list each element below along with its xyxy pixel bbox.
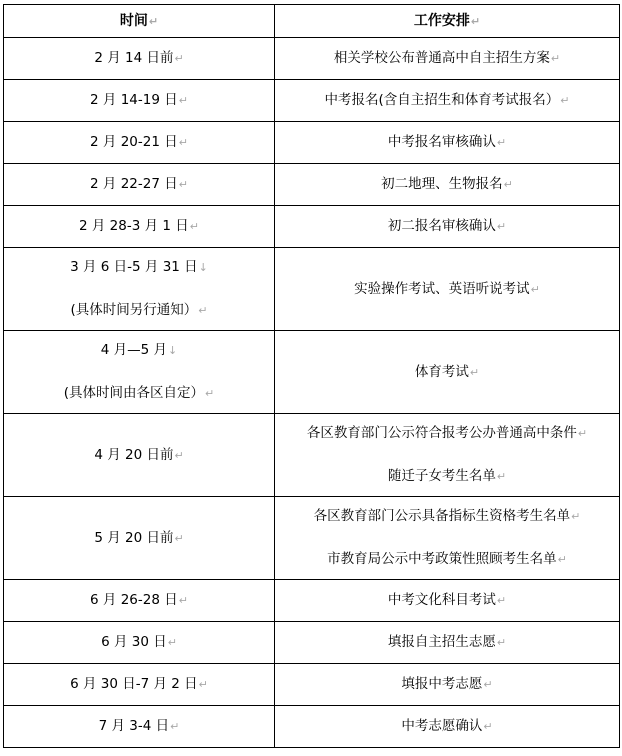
time-cell: 4 月—5 月↓ (具体时间由各区自定）↵ <box>4 331 275 414</box>
return-mark-icon: ↵ <box>557 553 567 566</box>
return-mark-icon: ↵ <box>503 178 513 191</box>
line-break-mark-icon: ↓ <box>168 344 178 357</box>
table-row <box>4 164 620 206</box>
work-cell: 填报自主招生志愿↵ <box>275 622 620 664</box>
time-cell: 2 月 20-21 日↵ <box>4 122 275 164</box>
time-cell: 6 月 30 日↵ <box>4 622 275 664</box>
return-mark-icon: ↵ <box>174 52 184 65</box>
return-mark-icon: ↵ <box>483 720 493 733</box>
table-row <box>4 248 620 331</box>
return-mark-icon: ↵ <box>560 94 570 107</box>
work-cell: 初二报名审核确认↵ <box>275 206 620 248</box>
return-mark-icon: ↵ <box>577 427 588 440</box>
return-mark-icon: ↵ <box>483 678 493 691</box>
return-mark-icon: ↵ <box>496 594 507 607</box>
return-mark-icon: ↵ <box>470 14 481 28</box>
table-row <box>4 497 620 580</box>
table-row <box>4 664 620 706</box>
return-mark-icon: ↵ <box>178 94 188 107</box>
return-mark-icon: ↵ <box>205 387 215 400</box>
time-cell: 7 月 3-4 日↵ <box>4 706 275 748</box>
time-cell: 2 月 14 日前↵ <box>4 38 275 80</box>
table-row <box>4 38 620 80</box>
time-cell: 2 月 28-3 月 1 日↵ <box>4 206 275 248</box>
work-cell: 填报中考志愿↵ <box>275 664 620 706</box>
time-cell: 6 月 30 日-7 月 2 日↵ <box>4 664 275 706</box>
time-cell: 3 月 6 日-5 月 31 日↓ (具体时间另行通知）↵ <box>4 248 275 331</box>
work-cell: 中考志愿确认↵ <box>275 706 620 748</box>
return-mark-icon: ↵ <box>189 220 199 233</box>
return-mark-icon: ↵ <box>178 178 188 191</box>
work-cell: 中考报名(含自主招生和体育考试报名）↵ <box>275 80 620 122</box>
time-cell: 2 月 22-27 日↵ <box>4 164 275 206</box>
return-mark-icon: ↵ <box>469 365 480 379</box>
return-mark-icon: ↵ <box>198 304 208 317</box>
return-mark-icon: ↵ <box>174 531 184 545</box>
return-mark-icon: ↵ <box>167 636 177 649</box>
work-cell: 实验操作考试、英语听说考试↵ <box>275 248 620 331</box>
return-mark-icon: ↵ <box>571 510 581 523</box>
work-cell: 各区教育部门公示符合报考公办普通高中条件↵ 随迁子女考生名单↵ <box>275 414 620 497</box>
return-mark-icon: ↵ <box>550 52 561 65</box>
table-row <box>4 80 620 122</box>
work-cell: 初二地理、生物报名↵ <box>275 164 620 206</box>
header-work: 工作安排↵ <box>275 5 620 38</box>
work-cell: 相关学校公布普通高中自主招生方案↵ <box>275 38 620 80</box>
return-mark-icon: ↵ <box>174 448 184 462</box>
table-row <box>4 122 620 164</box>
table-row <box>4 622 620 664</box>
line-break-mark-icon: ↓ <box>198 261 208 274</box>
return-mark-icon: ↵ <box>170 720 180 733</box>
return-mark-icon: ↵ <box>198 678 208 691</box>
table-header-row <box>4 5 620 38</box>
table-row <box>4 331 620 414</box>
return-mark-icon: ↵ <box>496 136 507 149</box>
time-cell: 2 月 14-19 日↵ <box>4 80 275 122</box>
work-cell: 各区教育部门公示具备指标生资格考生名单↵ 市教育局公示中考政策性照顾考生名单↵ <box>275 497 620 580</box>
return-mark-icon: ↵ <box>496 470 507 483</box>
header-time: 时间↵ <box>4 5 275 38</box>
return-mark-icon: ↵ <box>148 14 159 28</box>
exam-schedule-table <box>3 4 620 748</box>
work-cell: 中考文化科目考试↵ <box>275 580 620 622</box>
return-mark-icon: ↵ <box>178 594 188 607</box>
time-cell: 6 月 26-28 日↵ <box>4 580 275 622</box>
work-cell: 体育考试↵ <box>275 331 620 414</box>
return-mark-icon: ↵ <box>496 636 507 649</box>
time-cell: 5 月 20 日前↵ <box>4 497 275 580</box>
return-mark-icon: ↵ <box>178 136 188 149</box>
return-mark-icon: ↵ <box>530 282 540 296</box>
time-cell: 4 月 20 日前↵ <box>4 414 275 497</box>
table-row <box>4 706 620 748</box>
table-row <box>4 206 620 248</box>
work-cell: 中考报名审核确认↵ <box>275 122 620 164</box>
table-row <box>4 414 620 497</box>
return-mark-icon: ↵ <box>496 220 507 233</box>
table-row <box>4 580 620 622</box>
